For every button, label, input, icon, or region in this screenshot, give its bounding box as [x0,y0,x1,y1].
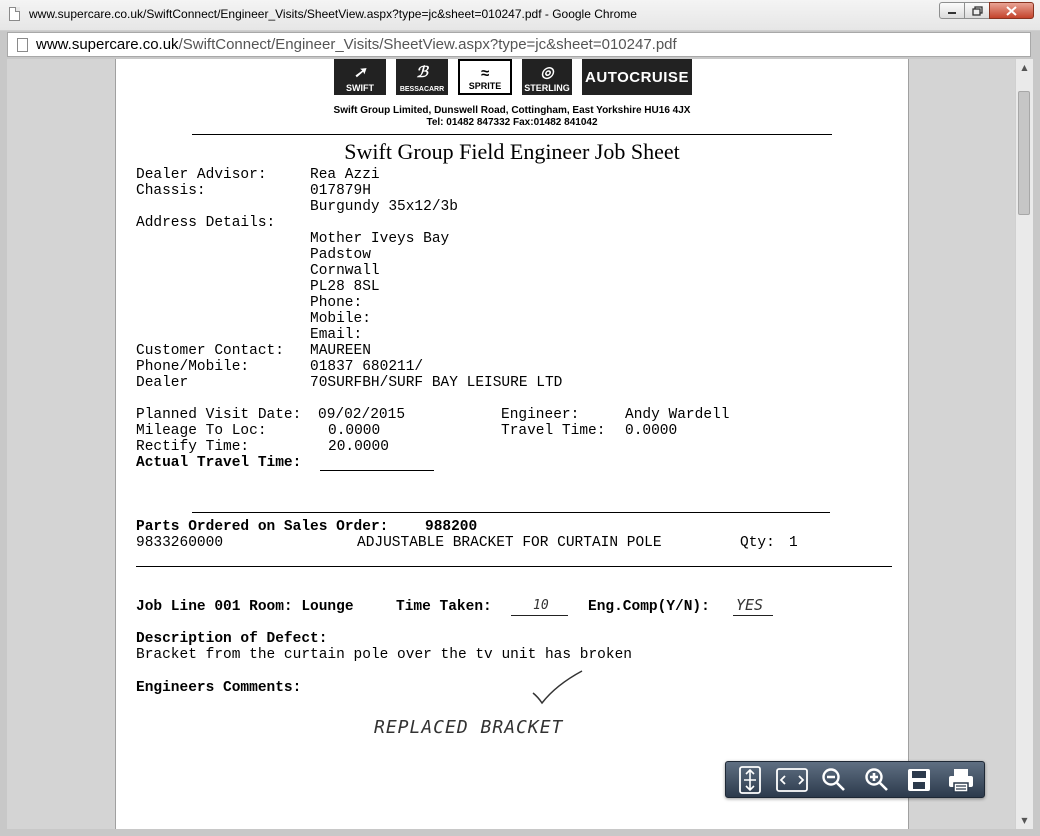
part-description: ADJUSTABLE BRACKET FOR CURTAIN POLE [357,535,662,551]
dealer-advisor-label: Dealer Advisor: [136,167,267,183]
close-icon [1006,6,1017,16]
scroll-down-icon[interactable]: ▼ [1021,816,1028,825]
part-number: 9833260000 [136,535,224,551]
travel-time-value: 0.0000 [625,423,678,439]
fit-page-icon [738,766,762,794]
save-button[interactable] [899,763,938,796]
window-controls [940,2,1034,20]
actual-travel-blank [320,470,434,471]
viewer-toolbar [725,761,985,798]
eng-comp-label: Eng.Comp(Y/N): [588,599,710,615]
chassis-label: Chassis: [136,183,206,199]
fit-page-button[interactable] [730,763,769,796]
fit-width-icon [775,767,809,793]
planned-visit-value: 09/02/2015 [318,407,406,423]
engineer-value: Andy Wardell [625,407,730,423]
mileage-label: Mileage To Loc: [136,423,267,439]
customer-contact-value: MAUREEN [310,343,371,359]
autocruise-logo: AUTOCRUISE [582,59,692,95]
sterling-logo: ◎ STERLING [522,59,572,95]
mileage-value: 0.0000 [328,423,381,439]
job-sheet-page [115,59,909,829]
print-icon [947,767,975,793]
minimize-button[interactable] [939,2,965,19]
chassis-value: 017879H [310,183,371,199]
save-icon [906,767,932,793]
address-bar[interactable] [7,32,1031,57]
zoom-out-icon [821,767,847,793]
eng-comp-value: YES [736,596,764,614]
document-title: Swift Group Field Engineer Job Sheet [344,139,680,164]
phone-label: Phone: [310,295,363,311]
swift-logo: ➚ SWIFT [334,59,386,95]
parts-rule [136,566,892,567]
qty-value: 1 [789,535,798,551]
time-taken-value: 10 [533,598,549,613]
time-taken-line [511,615,568,616]
print-button[interactable] [942,763,981,796]
time-taken-label: Time Taken: [396,599,492,615]
dealer-label: Dealer [136,375,189,391]
zoom-in-icon [864,767,890,793]
address-line: PL28 8SL [310,279,380,295]
section-rule [192,512,830,513]
zoom-in-button[interactable] [857,763,896,796]
planned-visit-label: Planned Visit Date: [136,407,302,423]
phone-mobile-label: Phone/Mobile: [136,359,250,375]
fit-width-button[interactable] [772,763,811,796]
defect-text: Bracket from the curtain pole over the tv unit has broken [136,647,632,663]
brand-logos [334,59,702,97]
email-label: Email: [310,327,363,343]
restore-icon [972,6,983,16]
vertical-scrollbar[interactable] [1015,59,1033,829]
travel-time-label: Travel Time: [501,423,606,439]
window-titlebar [0,0,1040,31]
checkmark-icon [530,667,586,707]
address-line: Padstow [310,247,371,263]
url-host: www.supercare.co.uk [36,36,179,53]
eng-comp-line [733,615,773,616]
scroll-up-icon[interactable]: ▲ [1021,63,1028,72]
company-address: Swift Group Limited, Dunswell Road, Cottingham, East Yorkshire HU16 4JX [333,105,691,116]
rectify-value: 20.0000 [328,439,389,455]
phone-mobile-value: 01837 680211/ [310,359,424,375]
qty-label: Qty: [740,535,775,551]
dealer-value: 70SURFBH/SURF BAY LEISURE LTD [310,375,563,391]
window-title: www.supercare.co.uk/SwiftConnect/Engineer_Visits/SheetView.aspx?type=jc&sheet=010247.pdf - Google Chrome [29,7,637,21]
url-path: /SwiftConnect/Engineer_Visits/SheetView.aspx?type=jc&sheet=010247.pdf [178,36,677,53]
parts-header-label: Parts Ordered on Sales Order: [136,519,389,535]
rectify-label: Rectify Time: [136,439,250,455]
engineer-label: Engineer: [501,407,580,423]
restore-button[interactable] [964,2,990,19]
close-button[interactable] [989,2,1034,19]
job-line-label: Job Line 001 Room: Lounge [136,599,354,615]
page-icon [9,7,20,21]
sprite-logo: ≈ SPRITE [458,59,512,95]
engineer-comment-handwritten: REPLACED BRACKET [374,717,564,738]
url-text[interactable] [36,36,677,53]
scroll-thumb[interactable] [1018,91,1030,215]
address-line: Cornwall [310,263,380,279]
minimize-icon [947,7,957,15]
model-value: Burgundy 35x12/3b [310,199,458,215]
company-contact: Tel: 01482 847332 Fax:01482 841042 [426,117,598,128]
address-label: Address Details: [136,215,276,231]
bessacarr-logo: ℬ BESSACARR [396,59,448,95]
dealer-advisor-value: Rea Azzi [310,167,380,183]
zoom-out-button[interactable] [815,763,854,796]
mobile-label: Mobile: [310,311,371,327]
sales-order-value: 988200 [425,519,478,535]
page-icon [17,38,28,52]
pdf-viewer[interactable] [7,59,1033,829]
address-line: Mother Iveys Bay [310,231,450,247]
defect-label: Description of Defect: [136,631,328,647]
actual-travel-label: Actual Travel Time: [136,455,302,471]
comments-label: Engineers Comments: [136,680,302,696]
header-rule [192,134,832,135]
customer-contact-label: Customer Contact: [136,343,284,359]
